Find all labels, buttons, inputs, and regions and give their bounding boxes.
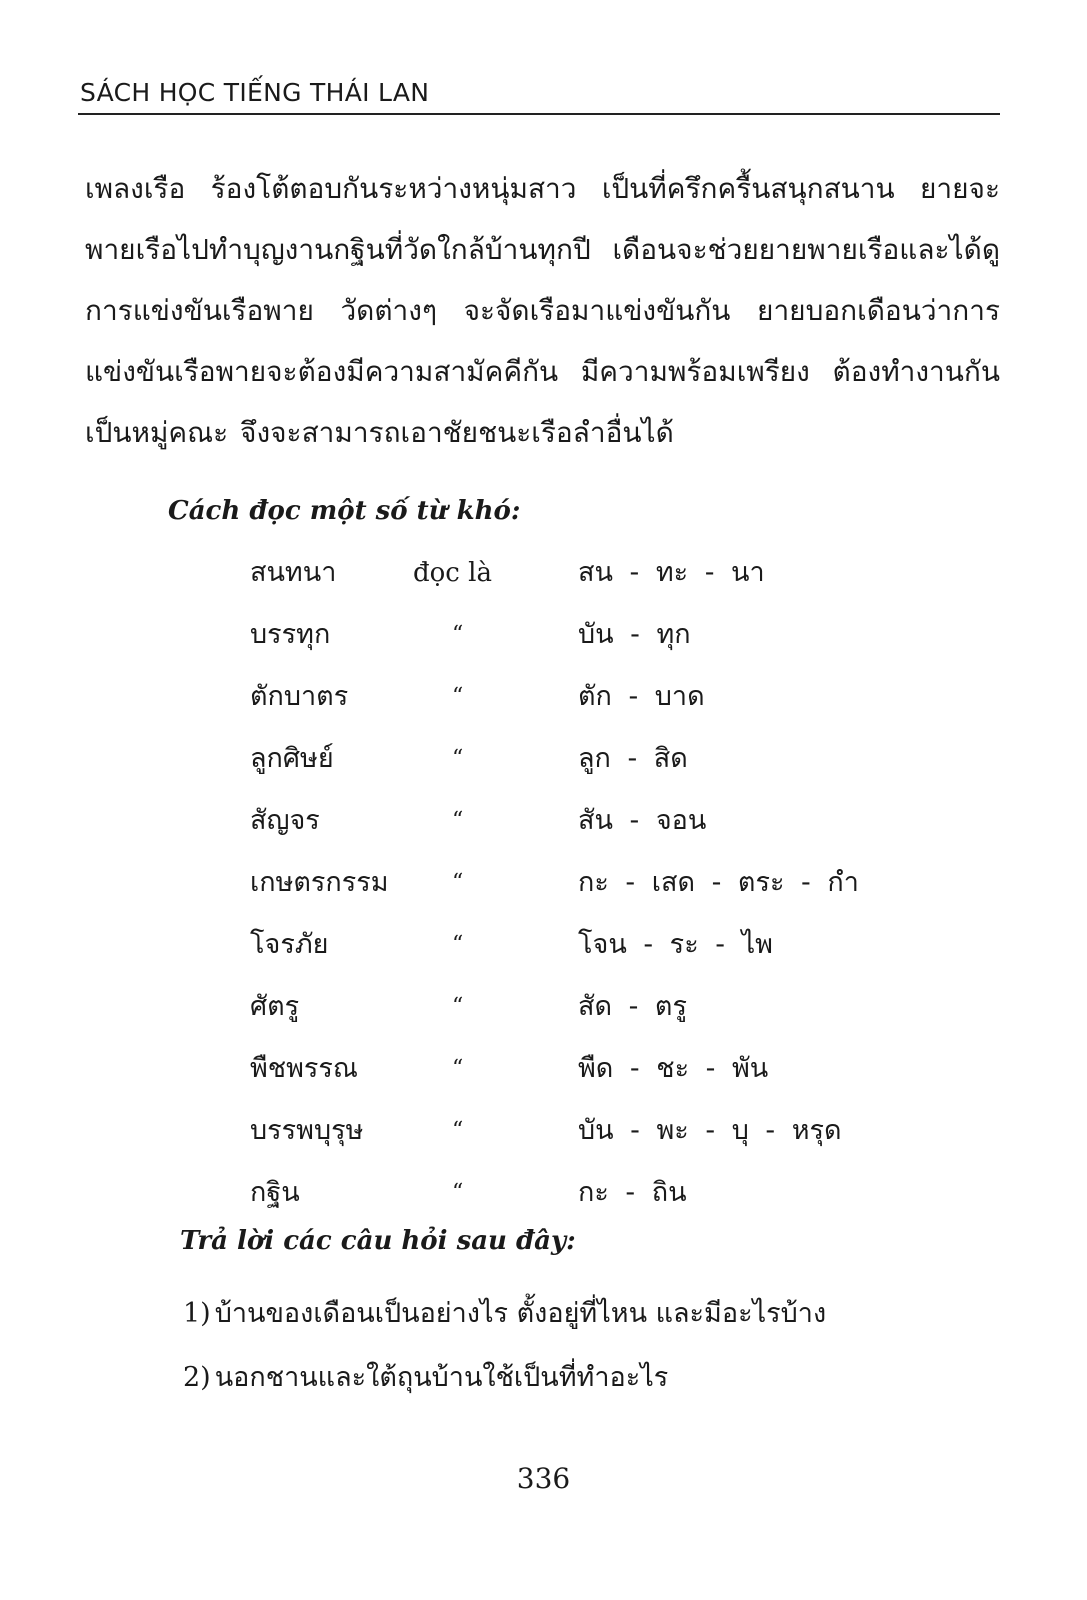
ditto-mark: “	[452, 746, 464, 771]
vocabulary-pronunciation: กะ - เสด - ตระ - กำ	[578, 867, 859, 898]
question-item	[183, 1282, 1003, 1346]
vocabulary-pronunciation: โจน - ระ - ไพ	[578, 929, 773, 960]
ditto-mark: “	[452, 994, 464, 1019]
vocabulary-word: สนทนา	[250, 557, 337, 588]
vocabulary-word: ลูกศิษย์	[250, 743, 334, 774]
vocabulary-word: บรรพบุรุษ	[250, 1115, 364, 1146]
vocabulary-word: กฐิน	[250, 1177, 300, 1208]
vocabulary-title: Cách đọc một số từ khó:	[168, 496, 521, 526]
vocabulary-row	[250, 914, 970, 976]
vocabulary-row	[250, 852, 970, 914]
ditto-mark: “	[452, 1180, 464, 1205]
vocabulary-row	[250, 1100, 970, 1162]
vocabulary-word: พืชพรรณ	[250, 1053, 358, 1084]
vocabulary-pronunciation: บัน - พะ - บุ - หรุด	[578, 1115, 842, 1146]
running-header: SÁCH HỌC TIẾNG THÁI LAN	[80, 78, 430, 107]
ditto-mark: “	[452, 1118, 464, 1143]
question-number: 1)	[183, 1298, 211, 1329]
vocabulary-pronunciation: กะ - ถิน	[578, 1177, 687, 1208]
vocabulary-row	[250, 728, 970, 790]
question-list	[183, 1282, 1003, 1410]
vocabulary-row	[250, 790, 970, 852]
vocabulary-word: ตักบาตร	[250, 681, 349, 712]
vocabulary-word: โจรภัย	[250, 929, 329, 960]
reading-passage: เพลงเรือ ร้องโต้ตอบกันระหว่างหนุ่มสาว เป็นที่ครึกครื้นสนุกสนาน ยายจะพายเรือไปทำบุญงานกฐินที่วัดใกล้บ้านทุกปี เดือนจะช่วยยายพายเรือและได้ดูการแข่งขันเรือพาย วัดต่างๆ จะจัดเรือมาแข่งขันกัน ยายบอกเดือนว่าการแข่งขันเรือพายจะต้องมีความสามัคคีกัน มีความพร้อมเพรียง ต้องทำงานกันเป็นหมู่คณะ จึงจะสามารถเอาชัยชนะเรือลำอื่นได้	[85, 172, 1000, 449]
vocabulary-row	[250, 666, 970, 728]
ditto-mark: “	[452, 870, 464, 895]
questions-title: Trả lời các câu hỏi sau đây:	[180, 1226, 576, 1256]
vocabulary-row	[250, 1162, 970, 1224]
vocabulary-row	[250, 542, 970, 604]
vocabulary-pronunciation: สัด - ตรู	[578, 991, 687, 1022]
vocabulary-row	[250, 604, 970, 666]
vocabulary-word: บรรทุก	[250, 619, 331, 650]
vocabulary-list	[250, 542, 970, 1224]
ditto-mark: “	[452, 684, 464, 709]
question-text: บ้านของเดือนเป็นอย่างไร ตั้งอยู่ที่ไหน และมีอะไรบ้าง	[214, 1298, 827, 1329]
vocabulary-pronunciation: บัน - ทุก	[578, 619, 691, 650]
read-as-label: đọc là	[413, 558, 492, 588]
vocabulary-pronunciation: ตัก - บาด	[578, 681, 705, 712]
ditto-mark: “	[452, 622, 464, 647]
question-text: นอกชานและใต้ถุนบ้านใช้เป็นที่ทำอะไร	[214, 1362, 669, 1393]
vocabulary-word: สัญจร	[250, 805, 320, 836]
question-number: 2)	[183, 1362, 211, 1393]
vocabulary-row	[250, 1038, 970, 1100]
ditto-mark: “	[452, 1056, 464, 1081]
question-item	[183, 1346, 1003, 1410]
vocabulary-pronunciation: สน - ทะ - นา	[578, 557, 765, 588]
vocabulary-pronunciation: ลูก - สิด	[578, 743, 688, 774]
vocabulary-word: เกษตรกรรม	[250, 867, 389, 898]
ditto-mark: “	[452, 808, 464, 833]
header-divider	[78, 113, 1000, 115]
vocabulary-pronunciation: พืด - ชะ - พัน	[578, 1053, 769, 1084]
page-number: 336	[516, 1462, 571, 1495]
ditto-mark: “	[452, 932, 464, 957]
vocabulary-word: ศัตรู	[250, 991, 300, 1022]
vocabulary-pronunciation: สัน - จอน	[578, 805, 707, 836]
vocabulary-row	[250, 976, 970, 1038]
